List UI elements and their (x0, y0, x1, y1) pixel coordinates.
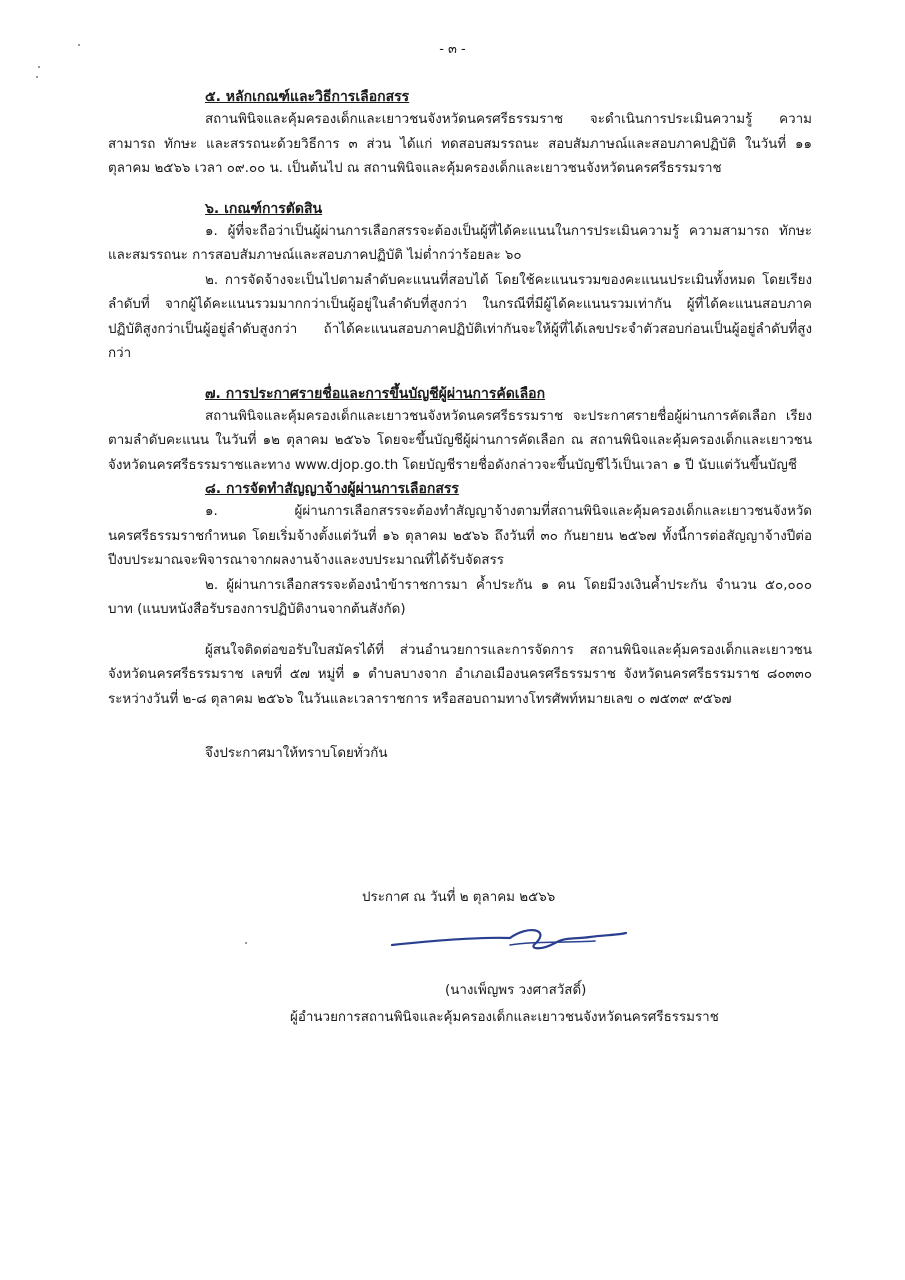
page-number: - ๓ - (439, 42, 466, 57)
section-6 (108, 198, 812, 367)
section-heading: ๖. เกณฑ์การตัดสิน (205, 200, 323, 217)
section-paragraph: ๒. การจัดจ้างจะเป็นไปตามลำดับคะแนนที่สอบได้ โดยใช้คะแนนรวมของคะแนนประเมินทั้งหมด โดยเรียงลำดับที่ จากผู้ได้คะแนนรวมมากกว่าเป็นผู้อยู่ในลำดับที่สูงกว่า ในกรณีที่มีผู้ได้คะแนนรวมเท่ากัน ผู้ที่ได้คะแนนสอบภาคปฏิบัติสูงกว่าเป็นผู้อยู่ลำดับสูงกว่า ถ้าได้คะแนนสอบภาคปฏิบัติเท่ากันจะให้ผู้ที่ได้เลขประจำตัวสอบก่อนเป็นผู้อยู่ลำดับที่สูงกว่า (108, 272, 812, 361)
section-paragraph: ๑. ผู้ผ่านการเลือกสรรจะต้องทำสัญญาจ้างตามที่สถานพินิจและคุ้มครองเด็กและเยาวชนจังหวัดนครศรีธรรมราชกำหนด โดยเริ่มจ้างตั้งแต่วันที่ ๑๖ ตุลาคม ๒๕๖๖ ถึงวันที่ ๓๐ กันยายน ๒๕๖๗ ทั้งนี้การต่อสัญญาจ้างปีต่อปีงบประมาณจะพิจารณาจากผลงานจ้างและงบประมาณที่ได้รับจัดสรร (108, 504, 812, 568)
section-heading: ๗. การประกาศรายชื่อและการขึ้นบัญชีผู้ผ่านการคัดเลือก (205, 385, 546, 402)
signature-block (290, 886, 790, 1027)
scan-speck (245, 942, 247, 944)
section-5 (108, 86, 812, 182)
section-paragraph: สถานพินิจและคุ้มครองเด็กและเยาวชนจังหวัดนครศรีธรรมราช จะดำเนินการประเมินความรู้ ความสามารถ ทักษะ และสรรถนะด้วยวิธีการ ๓ ส่วน ได้แก่ ทดสอบสมรรถนะ สอบสัมภาษณ์และสอบภาคปฏิบัติ ในวันที่ ๑๑ ตุลาคม ๒๕๖๖ เวลา ๐๙.๐๐ น. เป็นต้นไป ณ สถานพินิจและคุ้มครองเด็กและเยาวชนจังหวัดนครศรีธรรมราช (108, 112, 812, 176)
scan-speck (36, 76, 38, 78)
handwritten-signature (390, 921, 630, 961)
contact-paragraph: ผู้สนใจติดต่อขอรับใบสมัครได้ที่ ส่วนอำนวยการและการจัดการ สถานพินิจและคุ้มครองเด็กและเยาวชนจังหวัดนครศรีธรรมราช เลขที่ ๕๗ หมู่ที่ ๑ ตำบลบางจาก อำเภอเมืองนครศรีธรรมราช จังหวัดนครศรีธรรมราช ๘๐๓๓๐ ระหว่างวันที่ ๒-๘ ตุลาคม ๒๕๖๖ ในวันและเวลาราชการ หรือสอบถามทางโทรศัพท์หมายเลข ๐ ๗๕๓๙ ๙๕๖๗ (108, 642, 812, 707)
scan-speck (38, 66, 40, 68)
announcement-date: ประกาศ ณ วันที่ ๒ ตุลาคม ๒๕๖๖ (362, 890, 556, 905)
signatory-name: (นางเพ็ญพร วงศาสวัสดิ์) (445, 983, 587, 998)
section-7 (108, 383, 812, 479)
section-paragraph: สถานพินิจและคุ้มครองเด็กและเยาวชนจังหวัดนครศรีธรรมราช จะประกาศรายชื่อผู้ผ่านการคัดเลือก เรียงตามลำดับคะแนน ในวันที่ ๑๒ ตุลาคม ๒๕๖๖ โดยจะขึ้นบัญชีผู้ผ่านการคัดเลือก ณ สถานพินิจและคุ้มครองเด็กและเยาวชนจังหวัดนครศรีธรรมราชและทาง www.djop.go.th โดยบัญชีรายชื่อดังกล่าวจะขึ้นบัญชีไว้เป็นเวลา ๑ ปี นับแต่วันขึ้นบัญชี (108, 408, 812, 473)
closing-line: จึงประกาศมาให้ทราบโดยทั่วกัน (205, 746, 388, 761)
section-heading: ๘. การจัดทำสัญญาจ้างผู้ผ่านการเลือกสรร (205, 481, 459, 497)
signatory-position: ผู้อำนวยการสถานพินิจและคุ้มครองเด็กและเยาวชนจังหวัดนครศรีธรรมราช (290, 1010, 719, 1025)
section-paragraph: ๒. ผู้ผ่านการเลือกสรรจะต้องนำข้าราชการมา ค้ำประกัน ๑ คน โดยมีวงเงินค้ำประกัน จำนวน ๕๐,๐๐๐ บาท (แนบหนังสือรับรองการปฏิบัติงานจากต้นสังกัด) (108, 577, 812, 617)
section-paragraph: ๑. ผู้ที่จะถือว่าเป็นผู้ผ่านการเลือกสรรจะต้องเป็นผู้ที่ได้คะแนนในการประเมินความรู้ ความสามารถ ทักษะและสมรรถนะ การสอบสัมภาษณ์และสอบภาคปฏิบัติ ไม่ต่ำกว่าร้อยละ ๖๐ (108, 223, 812, 263)
section-8 (108, 478, 812, 623)
section-heading: ๕. หลักเกณฑ์และวิธีการเลือกสรร (205, 89, 410, 105)
announcement-body (108, 86, 812, 763)
